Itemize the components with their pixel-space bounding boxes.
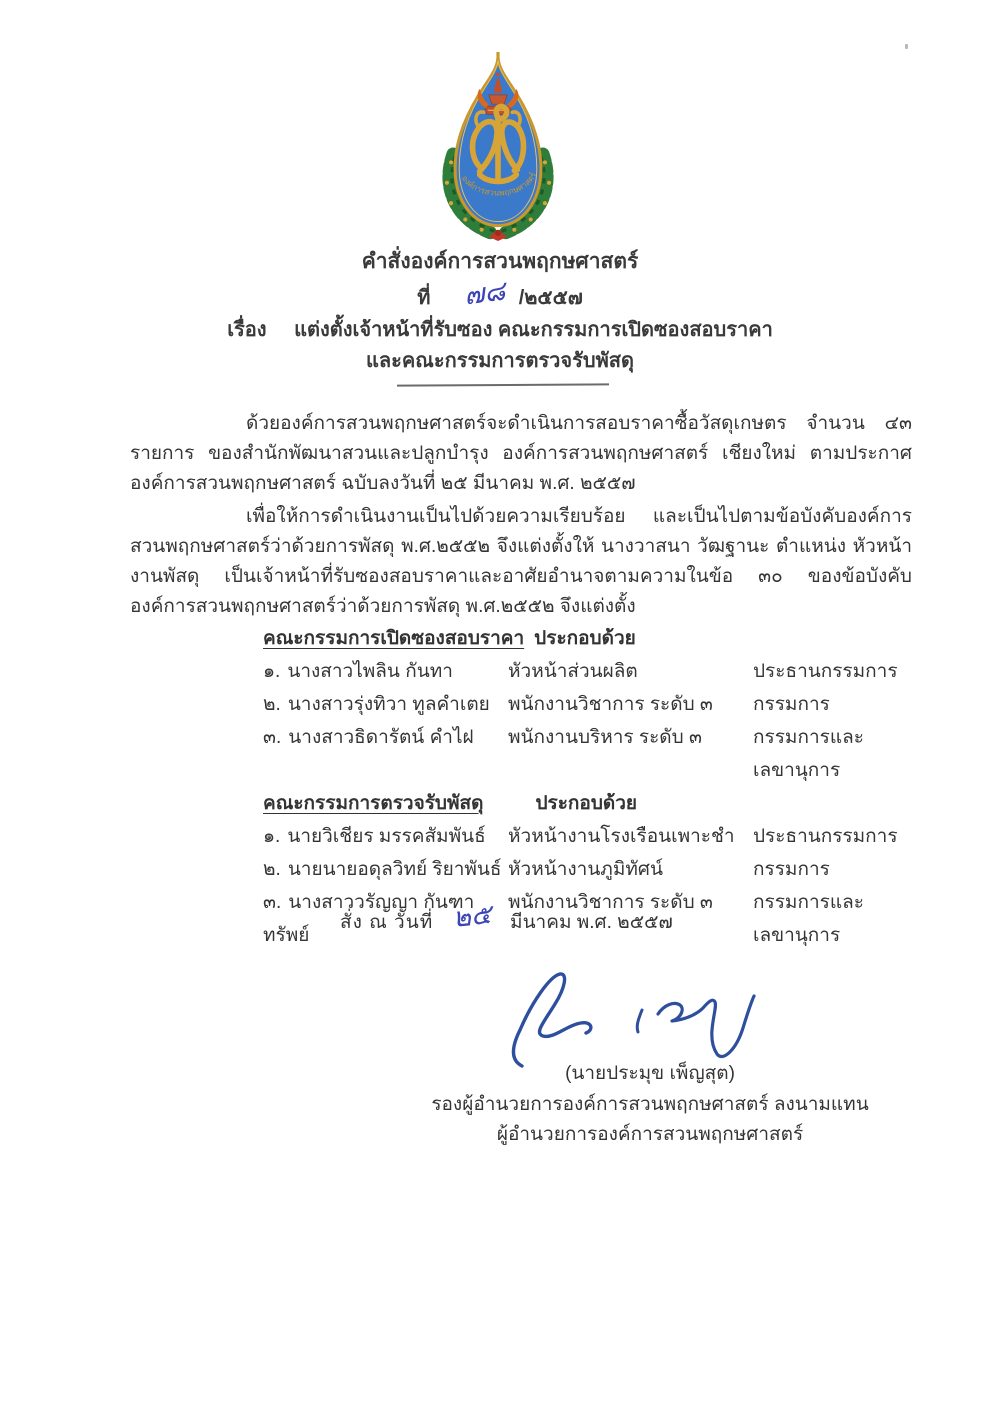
committee-2-suffix: ประกอบด้วย [535, 793, 638, 814]
member-role: กรรมการและเลขานุการ [753, 892, 864, 946]
member-role: กรรมการและเลขานุการ [753, 727, 864, 781]
member-position: หัวหน้างานโรงเรือนเพาะชำ [508, 826, 735, 847]
document-number-line [0, 275, 1000, 315]
committee-1-suffix: ประกอบด้วย [534, 628, 636, 649]
committee-1-heading-text: คณะกรรมการเปิดซองสอบราคา [263, 628, 525, 649]
number-year: /๒๕๕๗ [518, 287, 583, 309]
signatory-title-1: รองผู้อำนวยการองค์การสวนพฤกษศาสตร์ ลงนามแทน [431, 1094, 869, 1115]
signatory-title-2: ผู้อำนวยการองค์การสวนพฤกษศาสตร์ [496, 1124, 804, 1145]
member-name: ๓. นางสาวธิดารัตน์ คำไฝ [263, 727, 474, 748]
member-role: กรรมการ [753, 694, 830, 715]
number-label: ที่ [417, 287, 431, 309]
handwritten-day: ๒๕ [451, 899, 493, 933]
member-name: ๑. นายวิเชียร มรรคสัมพันธ์ [263, 826, 486, 847]
body-paragraph-1: ด้วยองค์การสวนพฤกษศาสตร์จะดำเนินการสอบราคาซื้อวัสดุเกษตร จำนวน ๔๓ รายการ ของสำนักพัฒนาสวนและปลูกบำรุง องค์การสวนพฤกษศาสตร์ เชียงใหม่ ตามประกาศองค์การสวนพฤกษศาสตร์ ฉบับลงวันที่ ๒๕ มีนาคม พ.ศ. ๒๕๕๗ [130, 413, 912, 494]
handwritten-signature [492, 968, 792, 1070]
subject-label: เรื่อง [227, 319, 267, 341]
member-position: พนักงานบริหาร ระดับ ๓ [508, 727, 702, 748]
signatory-name: (นายประมุข เพ็ญสุต) [565, 1063, 735, 1084]
logo-banner-text: องค์การสวนพฤกษศาสตร์ [459, 171, 539, 198]
title-divider-line [397, 383, 609, 386]
member-position: พนักงานวิชาการ ระดับ ๓ [508, 694, 713, 715]
member-position: หัวหน้างานภูมิทัศน์ [508, 859, 663, 880]
member-position: พนักงานวิชาการ ระดับ ๓ [508, 892, 713, 913]
member-name: ๓. นางสาววรัญญา กันฑาทรัพย์ [263, 892, 475, 946]
committee-2-member-row [263, 853, 923, 886]
member-name: ๒. นายนายอดุลวิทย์ ริยาพันธ์ [263, 859, 502, 880]
subject-line-1 [0, 315, 1000, 346]
signatory-block [430, 1058, 870, 1150]
member-name: ๒. นางสาวรุ่งทิวา ทูลคำเตย [263, 694, 490, 715]
order-date-lead: สั่ง ณ วันที่ [340, 912, 434, 933]
title-block [0, 246, 1000, 377]
subject-line-2: และคณะกรรมการตรวจรับพัสดุ [366, 350, 634, 372]
order-date-tail: มีนาคม พ.ศ. ๒๕๕๗ [510, 912, 673, 933]
subject-text-1: แต่งตั้งเจ้าหน้าที่รับซอง คณะกรรมการเปิดซองสอบราคา [294, 319, 773, 341]
committee-2-member-row [263, 820, 923, 853]
member-role: กรรมการ [753, 859, 830, 880]
committee-heading-inspection [263, 787, 923, 820]
botanic-garden-logo-icon [415, 48, 581, 242]
committee-2-heading-text: คณะกรรมการตรวจรับพัสดุ [263, 793, 484, 814]
committee-1-member-row [263, 721, 923, 787]
member-role: ประธานกรรมการ [753, 826, 898, 847]
committee-1-member-row [263, 655, 923, 688]
organization-emblem [415, 48, 581, 242]
member-role: ประธานกรรมการ [753, 661, 898, 682]
committee-1-member-row [263, 688, 923, 721]
committee-heading-open-bids [263, 622, 923, 655]
scan-artifact [905, 44, 908, 49]
handwritten-order-number: ๗๘ [462, 275, 507, 311]
member-position: หัวหน้าส่วนผลิต [508, 661, 638, 682]
document-title: คำสั่งองค์การสวนพฤกษศาสตร์ [361, 250, 639, 273]
member-name: ๑. นางสาวไพลิน กันทา [263, 661, 453, 682]
body-paragraph-2: เพื่อให้การดำเนินงานเป็นไปด้วยความเรียบร้อย และเป็นไปตามข้อบังคับองค์การสวนพฤกษศาสตร์ว่าด้วยการพัสดุ พ.ศ.๒๕๕๒ จึงแต่งตั้งให้ นางวาสนา วัฒฐานะ ตำแหน่ง หัวหน้างานพัสดุ เป็นเจ้าหน้าที่รับซองสอบราคาและอาศัยอำนาจตามความในข้อ ๓๐ ของข้อบังคับองค์การสวนพฤกษศาสตร์ว่าด้วยการพัสดุ พ.ศ.๒๕๕๒ จึงแต่งตั้ง [130, 506, 912, 617]
order-date-line [340, 901, 673, 941]
